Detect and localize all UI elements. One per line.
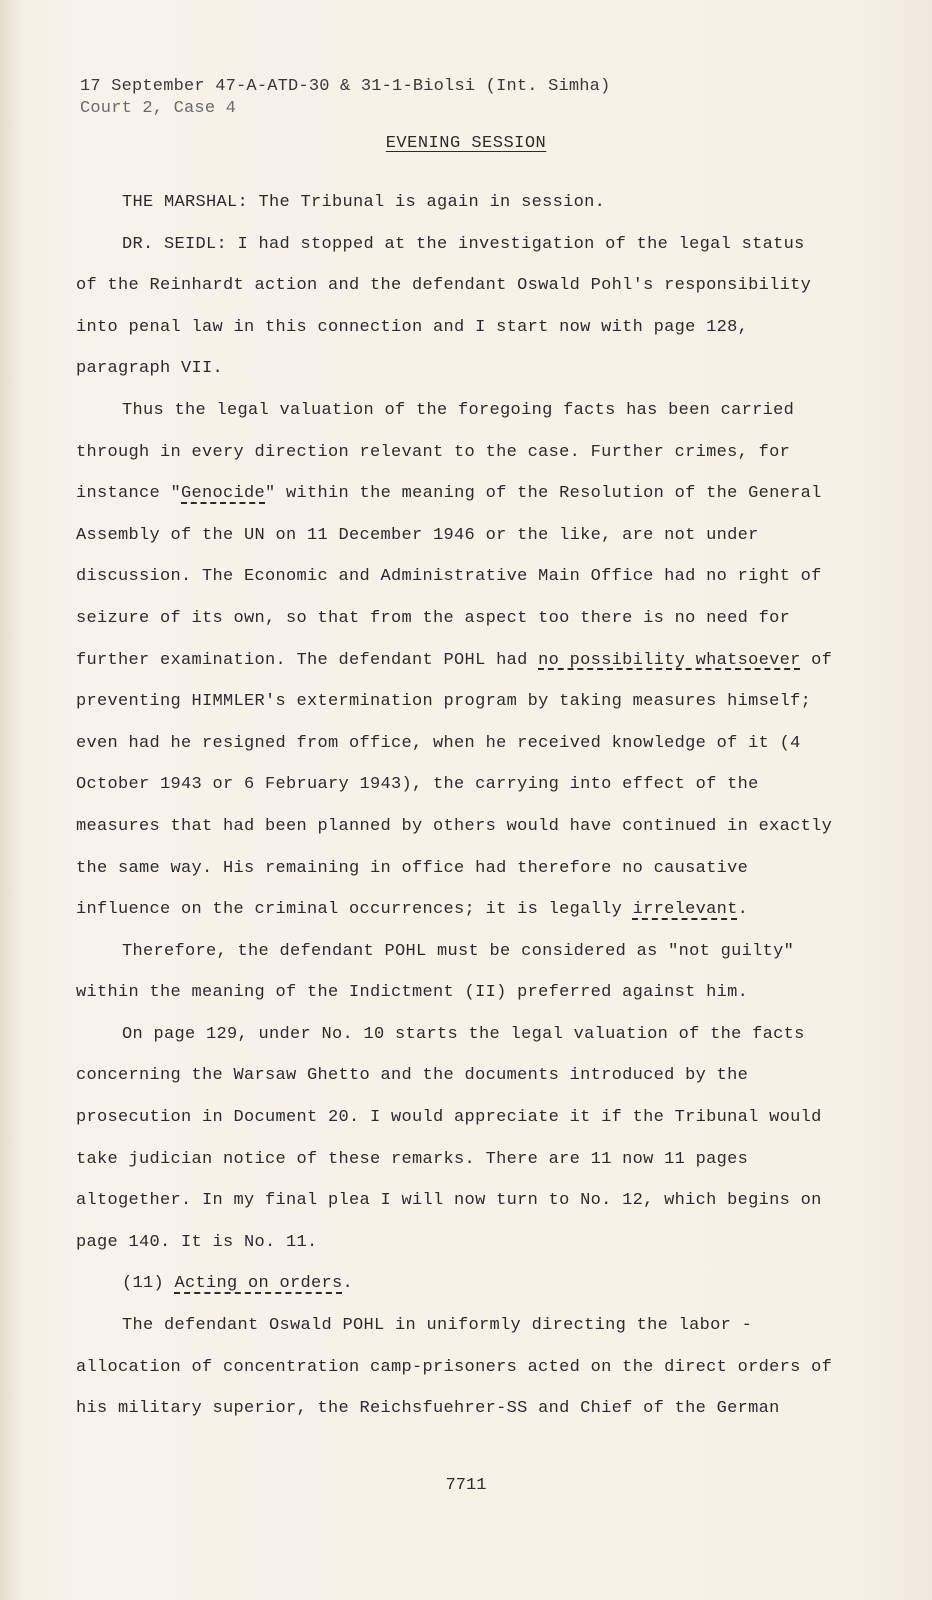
session-title-text: EVENING SESSION [385,134,547,153]
text-run: . [342,1274,354,1294]
paragraph-warsaw-ghetto: On page 129, under No. 10 starts the legal valuation of the facts concerning the Warsaw Ghetto and the documents introduced by the prosecution in Document 20. I would appreciate it if the Tribunal would take judician notice of these remarks. There are 11 now 11 pages altogether. In my final plea I will now turn to No. 12, which begins on page 140. It is No. 11. [76,1024,822,1252]
page-number: 7711 [445,1476,487,1495]
paragraph-labor-allocation: The defendant Oswald POHL in uniformly directing the labor - allocation of concentration camp-prisoners acted on the direct orders of his military superior, the Reichsfuehrer-SS and Chief of the German [76,1316,833,1419]
header-line-2: Court 2, Case 4 [80,99,237,118]
underlined-irrelevant: irrelevant [632,900,738,920]
text-run: " within the meaning of the Resolution of the General Assembly of the UN on 11 December 1946 or the like, are not under discussion. The Economic and Administrative Main Office had no right of seizure of its own, so that from the aspect too there is no need for further examination. The defendant POHL had [76,484,822,670]
paragraph-not-guilty: Therefore, the defendant POHL must be considered as "not guilty" within the meaning of the Indictment (II) preferred against him. [76,941,795,1003]
section-number: (11) [122,1274,175,1294]
section-heading-text: Acting on orders [174,1274,343,1294]
section-heading-acting-on-orders [76,1263,836,1305]
text-run: Thus the legal valuation of the foregoing facts has been carried through in every direction relevant to the case. Further crimes, for instance " [76,400,795,504]
transcript-body [76,182,836,1430]
text-run: of preventing HIMMLER's extermination program by taking measures himself; even had he resigned from office, when he received knowledge of it (4 October 1943 or 6 February 1943), the carrying into effect of the measures that had been planned by others would have continued in exactly the same way. His remaining in office had therefore no causative influence on the criminal occurrences; it is legally [76,650,833,920]
header-line-1: 17 September 47-A-ATD-30 & 31-1-Biolsi (Int. Simha) [80,77,611,96]
underlined-genocide: Genocide [181,484,266,504]
paragraph-seidl: DR. SEIDL: I had stopped at the investigation of the legal status of the Reinhardt action and the defendant Oswald Pohl's responsibility into penal law in this connection and I start now with page 128, paragraph VII. [76,234,812,379]
document-header [80,76,611,120]
underlined-no-possibility: no possibility whatsoever [538,650,801,670]
paragraph-marshal: THE MARSHAL: The Tribunal is again in session. [122,193,606,212]
session-title [0,134,932,153]
paragraph-legal-valuation [76,390,836,931]
text-run: . [737,900,749,920]
